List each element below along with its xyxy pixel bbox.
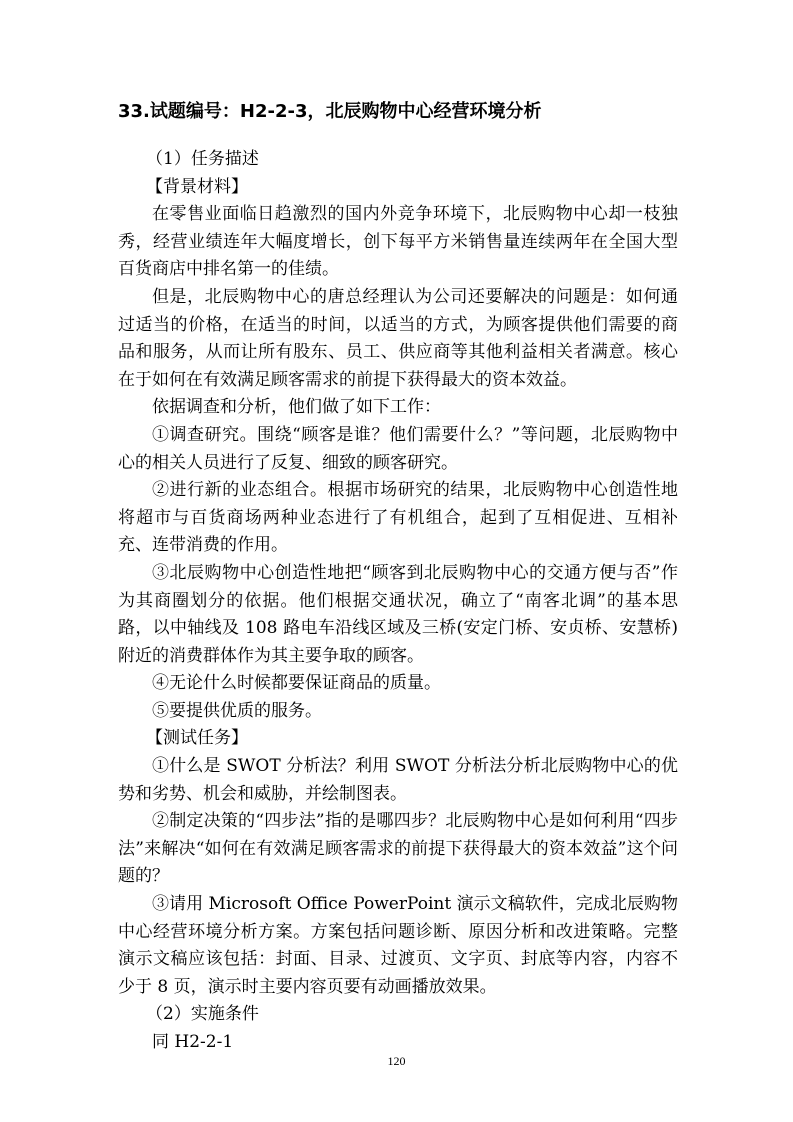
question-heading: 33.试题编号：H2-2-3，北辰购物中心经营环境分析 (118, 101, 542, 122)
implementation-conditions-text: 同 H2-2-1 (152, 1032, 234, 1052)
background-paragraph-2: 但是，北辰购物中心的唐总经理认为公司还要解决的问题是：如何通过适当的价格，在适当的时间，以适当的方式，为顾客提供他们需要的商品和服务，从而让所有股东、员工、供应商等其他利益相关者满意。核心在于如何在有效满足顾客需求的前提下获得最大的资本效益。 (118, 286, 678, 390)
work-item-3: ③北辰购物中心创造性地把“顾客到北辰购物中心的交通方便与否”作为其商圈划分的依据。他们根据交通状况，确立了“南客北调”的基本思路，以中轴线及 108 路电车沿线区域及三桥(安定门桥、安贞桥、安慧桥)附近的消费群体作为其主要争取的顾客。 (118, 562, 678, 666)
test-task-label: 【测试任务】 (146, 728, 248, 749)
work-item-4: ④无论什么时候都要保证商品的质量。 (152, 673, 441, 694)
question-body (118, 146, 678, 1057)
test-task-3: ③请用 Microsoft Office PowerPoint 演示文稿软件，完成北辰购物中心经营环境分析方案。方案包括问题诊断、原因分析和改进策略。完整演示文稿应该包括：封面、目录、过渡页、文字页、封底等内容，内容不少于 8 页，演示时主要内容页要有动画播放效果。 (118, 894, 678, 997)
test-task-2: ②制定决策的“四步法”指的是哪四步？北辰购物中心是如何利用“四步法”来解决“如何在有效满足顾客需求的前提下获得最大的资本效益”这个问题的？ (118, 811, 678, 887)
work-item-1: ①调查研究。围绕“顾客是谁？他们需要什么？”等问题，北辰购物中心的相关人员进行了反复、细致的顾客研究。 (118, 424, 678, 473)
background-material-label: 【背景材料】 (146, 176, 248, 197)
test-task-1: ①什么是 SWOT 分析法？利用 SWOT 分析法分析北辰购物中心的优势和劣势、机会和威胁，并绘制图表。 (118, 756, 678, 804)
work-item-5: ⑤要提供优质的服务。 (152, 700, 322, 721)
background-paragraph-3: 依据调查和分析，他们做了如下工作： (152, 397, 441, 418)
section-task-description: （1）任务描述 (146, 149, 259, 169)
background-paragraph-1: 在零售业面临日趋激烈的国内外竞争环境下，北辰购物中心却一枝独秀，经营业绩连年大幅度增长，创下每平方米销售量连续两年在全国大型百货商店中排名第一的佳绩。 (118, 204, 678, 280)
section-implementation-conditions: （2）实施条件 (146, 1004, 259, 1025)
work-item-2: ②进行新的业态组合。根据市场研究的结果，北辰购物中心创造性地将超市与百货商场两种业态进行了有机组合，起到了互相促进、互相补充、连带消费的作用。 (118, 480, 678, 556)
page-number: 120 (387, 1054, 406, 1068)
